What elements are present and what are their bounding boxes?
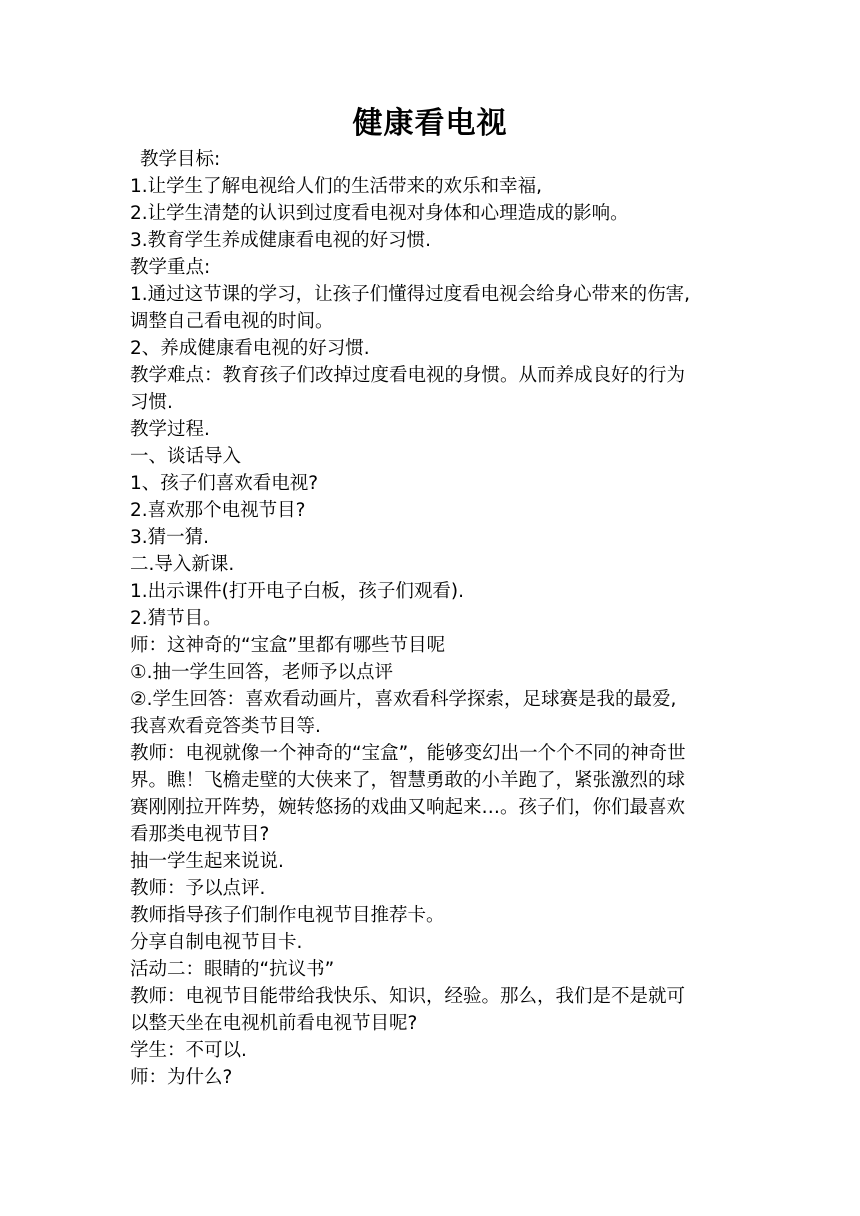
text-line: 教师指导孩子们制作电视节目推荐卡。 <box>130 905 445 926</box>
text-line: ①.抽一学生回答，老师予以点评 <box>130 662 393 683</box>
text-line: 教师：予以点评. <box>130 878 266 899</box>
text-line: 3.教育学生养成健康看电视的好习惯. <box>130 230 432 251</box>
text-line: 教学重点: <box>130 257 211 278</box>
text-line: 调整自己看电视的时间。 <box>130 311 334 332</box>
text-line: 师：这神奇的“宝盒”里都有哪些节目呢 <box>130 635 446 656</box>
document-body <box>130 146 735 1091</box>
text-line: 教学过程. <box>130 419 210 440</box>
text-line: 教师：电视节目能带给我快乐、知识，经验。那么，我们是不是就可 <box>130 986 686 1007</box>
text-line: 一、谈话导入 <box>130 446 242 467</box>
text-line: 2.喜欢那个电视节目? <box>130 500 306 521</box>
text-line: 赛刚刚拉开阵势，婉转悠扬的戏曲又响起来…。孩子们，你们最喜欢 <box>130 797 686 818</box>
text-line: 1.让学生了解电视给人们的生活带来的欢乐和幸福, <box>130 176 543 197</box>
text-line: 活动二：眼睛的“抗议书” <box>130 959 335 980</box>
text-line: 界。瞧！飞檐走壁的大侠来了，智慧勇敢的小羊跑了，紧张激烈的球 <box>130 770 686 791</box>
text-line: 1.出示课件(打开电子白板，孩子们观看). <box>130 581 464 602</box>
text-line: 2.让学生清楚的认识到过度看电视对身体和心理造成的影响。 <box>130 203 629 224</box>
text-line: ②.学生回答：喜欢看动画片，喜欢看科学探索，足球赛是我的最爱, <box>130 689 677 710</box>
text-line: 2、养成健康看电视的好习惯. <box>130 338 370 359</box>
text-line: 习惯. <box>130 392 173 413</box>
text-line: 教师：电视就像一个神奇的“宝盒”，能够变幻出一个个不同的神奇世 <box>130 743 686 764</box>
text-line: 1.通过这节课的学习，让孩子们懂得过度看电视会给身心带来的伤害, <box>130 284 691 305</box>
text-line: 学生：不可以. <box>130 1040 247 1061</box>
text-line: 以整天坐在电视机前看电视节目呢? <box>130 1013 418 1034</box>
text-line: 我喜欢看竞答类节目等. <box>130 716 321 737</box>
text-line: 教学难点：教育孩子们改掉过度看电视的身惯。从而养成良好的行为 <box>130 365 686 386</box>
text-line: 看那类电视节目? <box>130 824 270 845</box>
text-line: 抽一学生起来说说. <box>130 851 284 872</box>
text-line: 2.猜节目。 <box>130 608 222 629</box>
text-line: 教学目标: <box>140 149 221 170</box>
text-line: 3.猜一猜. <box>130 527 210 548</box>
text-line: 1、孩子们喜欢看电视? <box>130 473 319 494</box>
text-line: 师：为什么? <box>130 1067 233 1088</box>
text-line: 分享自制电视节目卡. <box>130 932 303 953</box>
text-line: 二.导入新课. <box>130 554 235 575</box>
document-title: 健康看电视 <box>352 106 508 141</box>
